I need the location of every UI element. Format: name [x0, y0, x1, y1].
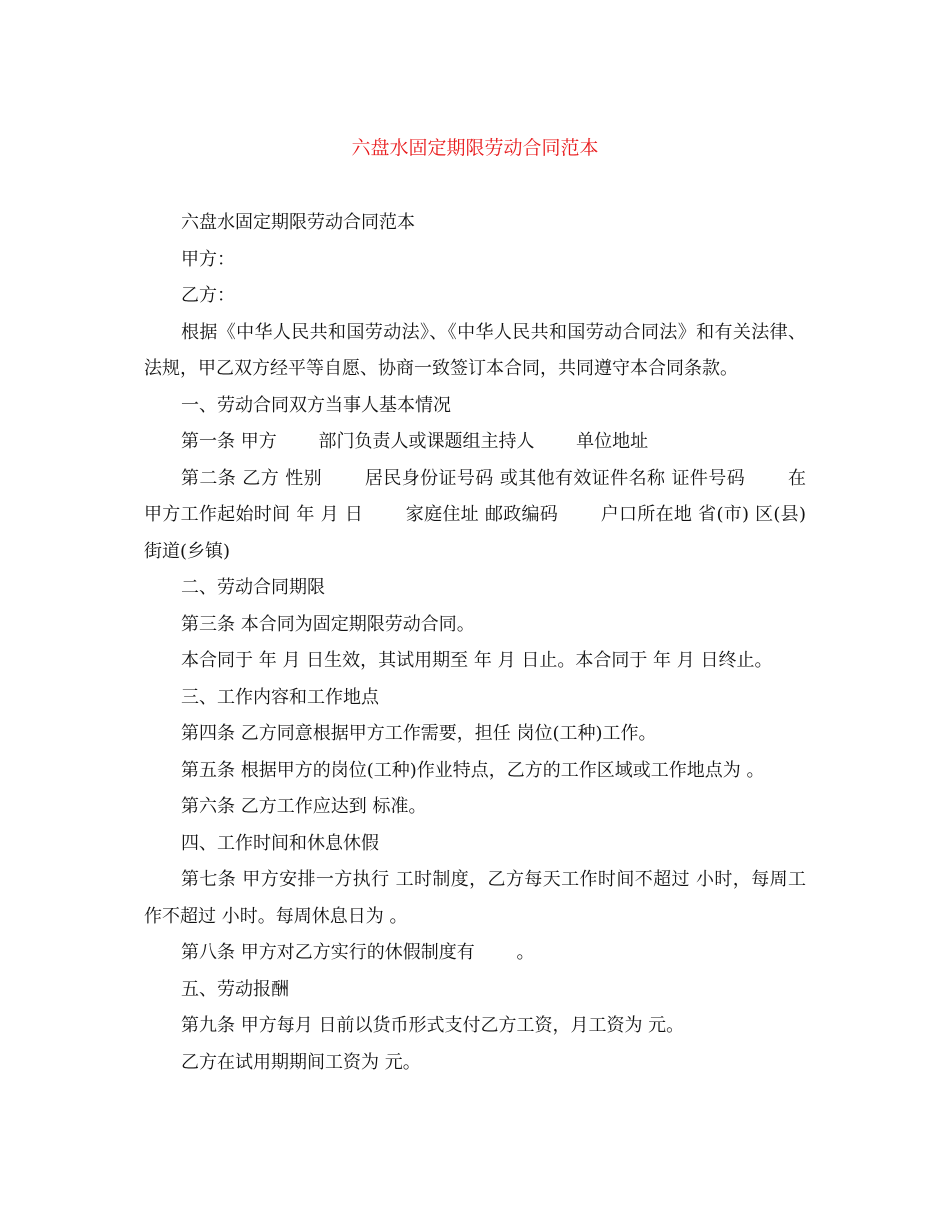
section-heading-4: 四、工作时间和休息休假 [181, 832, 379, 854]
article-5: 第五条 根据甲方的岗位(工种)作业特点，乙方的工作区域或工作地点为 。 [181, 759, 765, 781]
article-7: 第七条 甲方安排一方执行 工时制度，乙方每天工作时间不超过 小时，每周工作不超过 小时。每周休息日为 。 [144, 869, 806, 927]
paragraph-party-a: 甲方： [181, 248, 235, 270]
paragraph-probation-wage: 乙方在试用期期间工资为 元。 [181, 1051, 421, 1073]
section-heading-5: 五、劳动报酬 [181, 978, 289, 1000]
article-6: 第六条 乙方工作应达到 标准。 [181, 796, 427, 817]
article-3: 第三条 本合同为固定期限劳动合同。 [181, 613, 475, 635]
article-9: 第九条 甲方每月 日前以货币形式支付乙方工资，月工资为 元。 [181, 1015, 685, 1036]
article-2: 第二条 乙方 性别 居民身份证号码 或其他有效证件名称 证件号码 在甲方工作起始时间 年 月 日 家庭住址 邮政编码 户口所在地 省(市) 区(县) 街道(乡镇) [144, 467, 812, 562]
paragraph-heading-repeat: 六盘水固定期限劳动合同范本 [181, 212, 415, 233]
document-title: 六盘水固定期限劳动合同范本 [351, 137, 599, 159]
article-1: 第一条 甲方 部门负责人或课题组主持人 单位地址 [181, 431, 649, 452]
article-4: 第四条 乙方同意根据甲方工作需要，担任 岗位(工种)工作。 [181, 723, 657, 744]
article-8: 第八条 甲方对乙方实行的休假制度有 。 [181, 942, 535, 963]
document-body [144, 205, 812, 1081]
section-heading-3: 三、工作内容和工作地点 [181, 686, 379, 708]
section-heading-2: 二、劳动合同期限 [181, 577, 325, 598]
paragraph-party-b: 乙方： [181, 285, 235, 306]
section-heading-1: 一、劳动合同双方当事人基本情况 [181, 394, 451, 416]
paragraph-contract-term: 本合同于 年 月 日生效，其试用期至 年 月 日止。本合同于 年 月 日终止。 [181, 650, 773, 671]
paragraph-preamble: 根据《中华人民共和国劳动法》、《中华人民共和国劳动合同法》和有关法律、法规，甲乙双方经平等自愿、协商一致签订本合同，共同遵守本合同条款。 [144, 321, 806, 379]
